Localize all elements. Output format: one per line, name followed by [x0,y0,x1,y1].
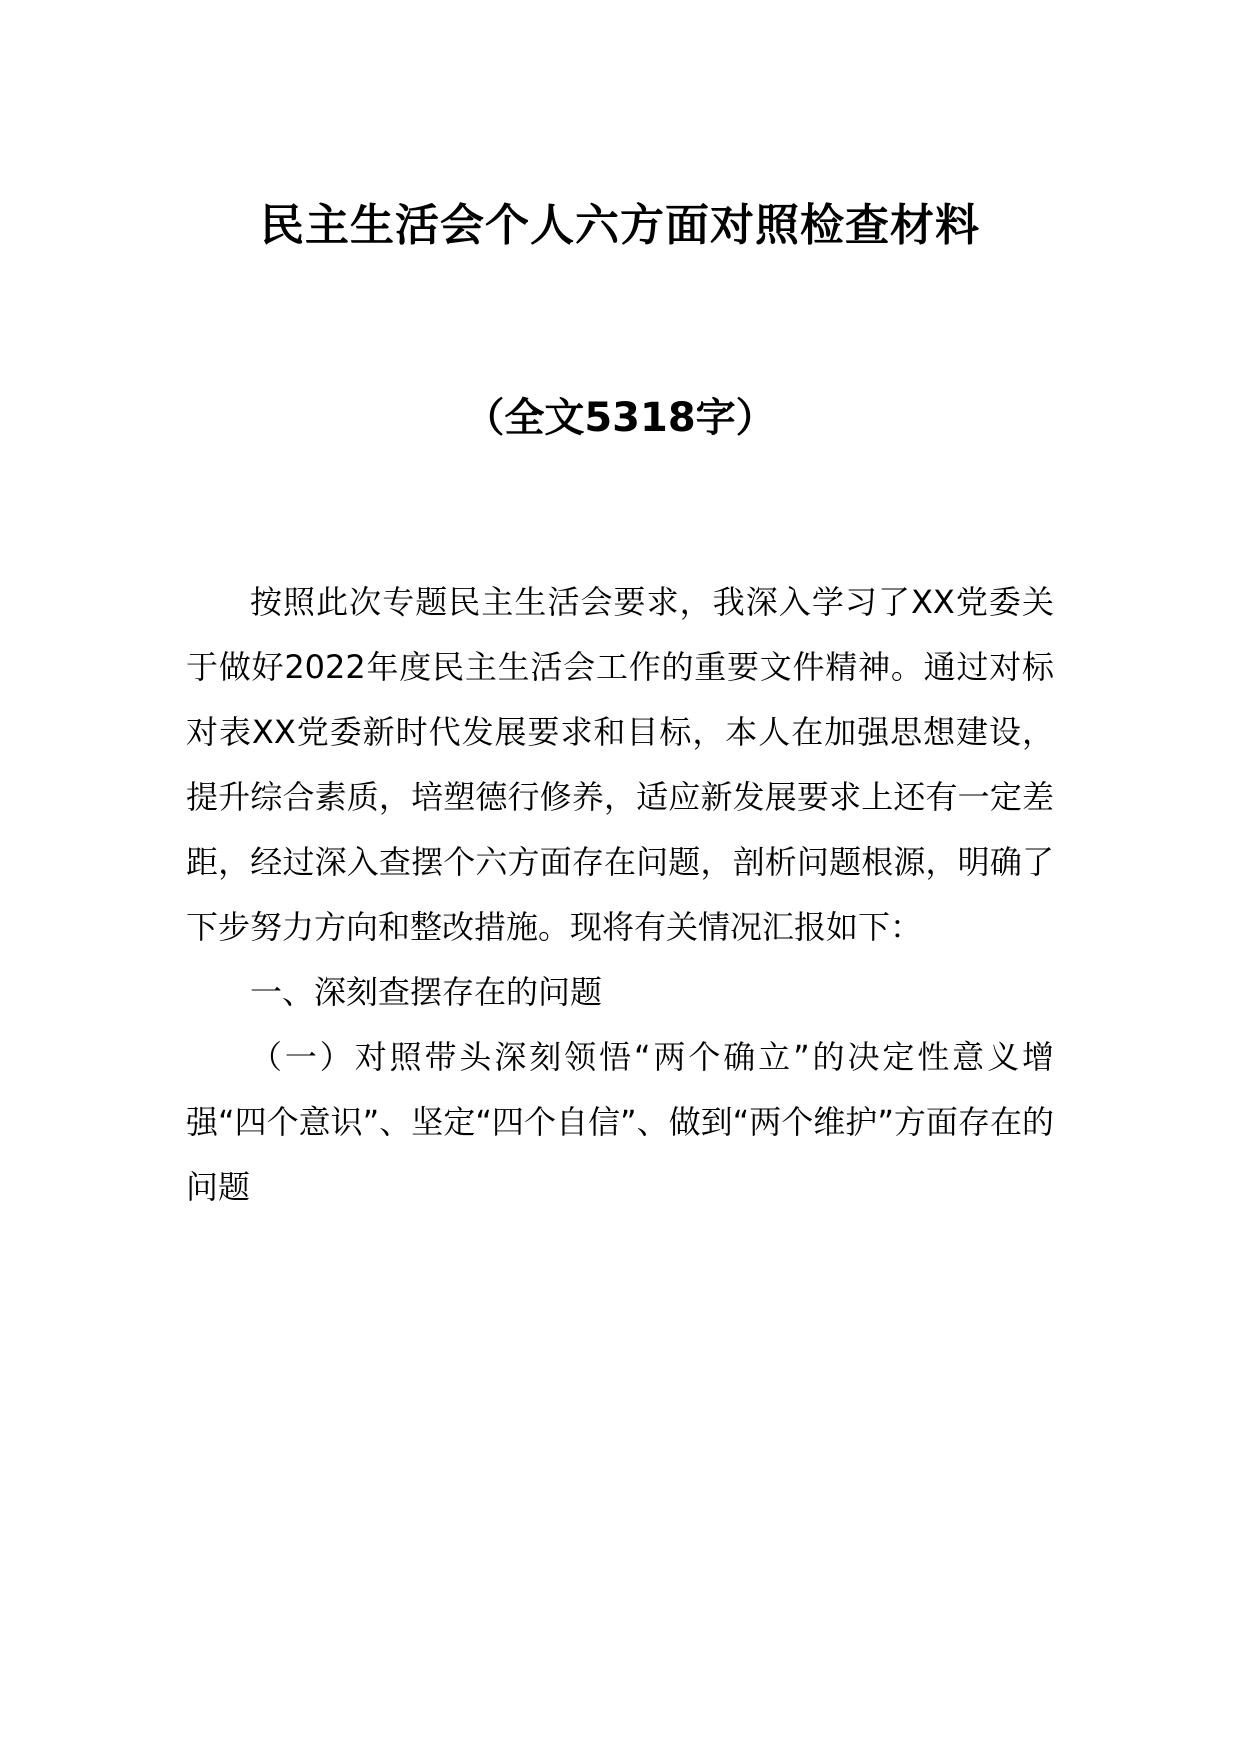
section-heading: 一、深刻查摆存在的问题 [250,973,603,1011]
document-title: 民主生活会个人六方面对照检查材料 [260,200,980,251]
document-subtitle: （全文5318字） [464,395,776,441]
intro-paragraph: 按照此次专题民主生活会要求，我深入学习了XX党委关于做好2022年度民主生活会工作的重要文件精神。通过对标对表XX党委新时代发展要求和目标，本人在加强思想建设，提升综合素质，培塑德行修养，适应新发展要求上还有一定差距，经过深入查摆个六方面存在问题，剖析问题根源，明确了下步努力方向和整改措施。现将有关情况汇报如下： [186,583,1054,946]
subsection-heading: （一）对照带头深刻领悟“两个确立”的决定性意义增强“四个意识”、坚定“四个自信”、做到“两个维护”方面存在的问题 [186,1038,1054,1206]
document-body [186,570,1054,1220]
